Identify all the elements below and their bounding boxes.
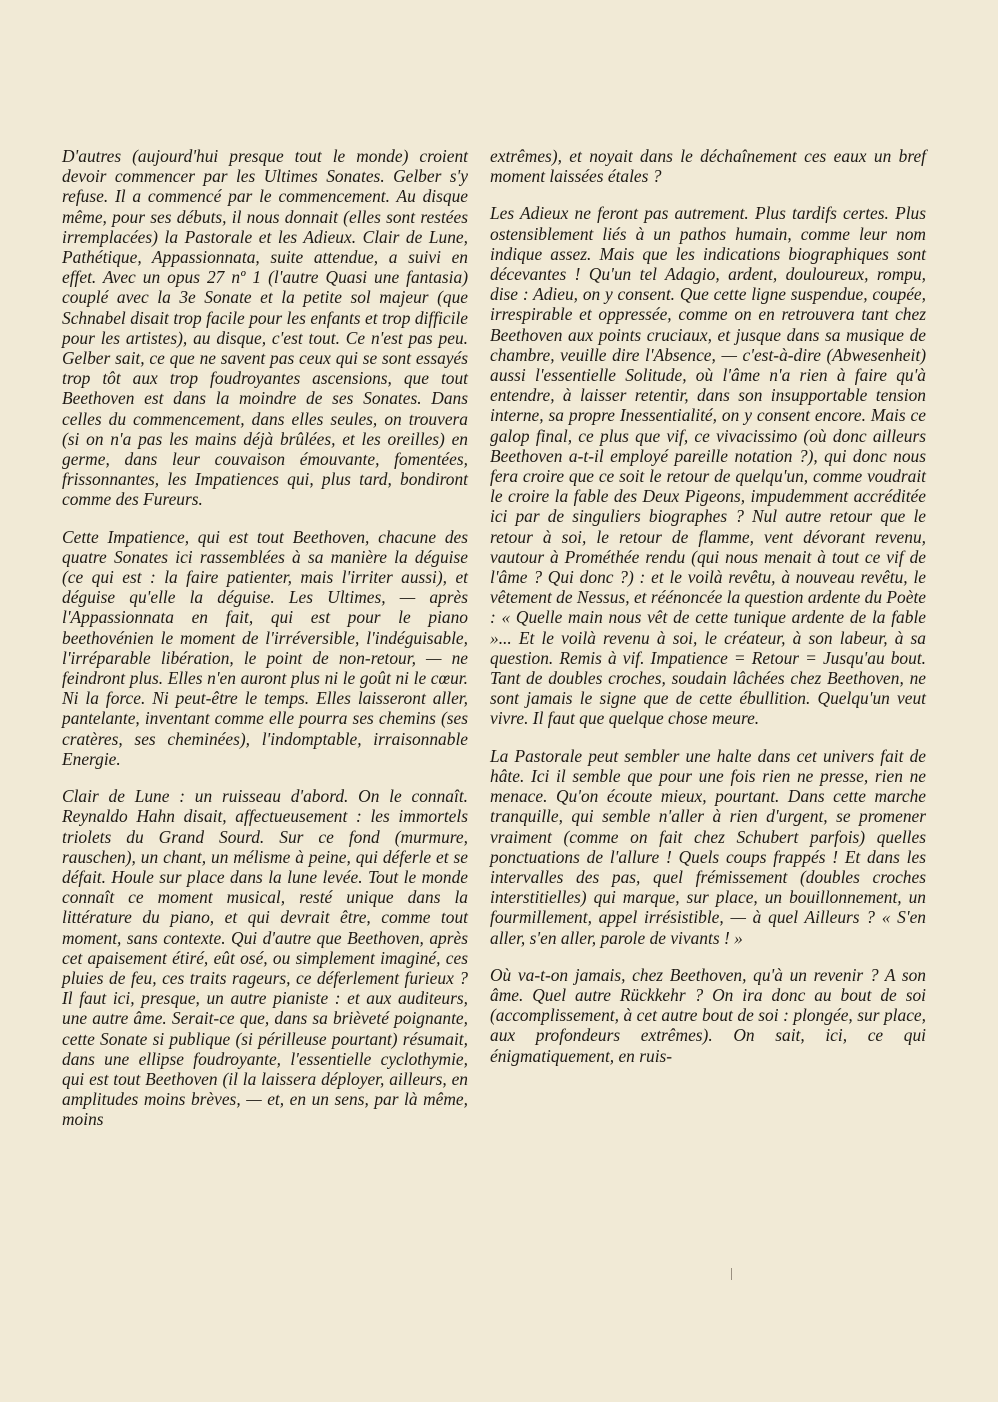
paragraph-gelber: D'autres (aujourd'hui presque tout le monde) croient devoir commencer par les Ultimes Sonates. Gelber s'y refuse. Il a commencé par le commencement. Au disque même, pour ses débuts, il nous donnait (elles sont restées irremplacées) la Pastorale et les Adieux. Clair de Lune, Pathétique, Appassionnata, suite attendue, a suivi en effet. Avec un opus 27 nº 1 (l'autre Quasi une fantasia) couplé avec la 3e Sonate et la petite sol majeur (que Schnabel disait trop facile pour les enfants et trop difficile pour les artistes), au disque, c'est tout. Ce n'est pas peu. Gelber sait, ce que ne savent pas ceux qui se sont essayés trop tôt aux trop foudroyantes ascensions, que tout Beethoven est dans la moindre de ses Sonates. Dans celles du commencement, dans elles seules, on trouvera (si on n'a pas les mains déjà brûlées, et les oreilles) en germe, dans leur couvaison émouvante, fomentées, frissonnantes, les Impatiences qui, plus tard, bondiront comme des Fureurs. xyxy=(62,146,468,510)
paragraph-continuation: extrêmes), et noyait dans le déchaînement ces eaux un bref moment laissées étales ? xyxy=(490,146,926,187)
watermark xyxy=(20,754,61,826)
left-column xyxy=(62,146,468,1147)
paragraph-adieux: Les Adieux ne feront pas autrement. Plus tardifs certes. Plus ostensiblement liés à un pathos humain, comme leur nom indique assez. Mais que les indications biographiques sont décevantes ! Qu'un tel Adagio, ardent, douloureux, rompu, dise : Adieu, on y consent. Que cette ligne suspendue, coupée, irrespirable et oppressée, comme on en retrouvera tant chez Beethoven aux points cruciaux, et jusque dans sa musique de chambre, veuille dire l'Absence, — c'est-à-dire (Abwesenheit) aussi l'essentielle Solitude, où l'âme n'a rien à faire qu'à entendre, à laisser retentir, dans son insupportable tension interne, sa propre Inessentialité, on y consent encore. Mais ce galop final, ce plus que vif, ce vivacissimo (où donc ailleurs Beethoven a-t-il employé pareille notation ?), qui donc nous fera croire que ce soit le retour de quelqu'un, comme voudrait le croire la fable des Deux Pigeons, impudemment accréditée ici par de singuliers biographes ? Nul autre retour que le retour à soi, le retour de flamme, vent dévorant revenu, vautour à Prométhée rendu (qui nous menait à tout ce vif de l'âme ? Qui donc ?) : et le voilà revêtu, à nouveau revêtu, le vêtement de Nessus, et réénoncée la question ardente du Poète : « Quelle main nous vêt de cette tunique ardente de la fable »... Et le voilà revenu à soi, le créateur, à son labeur, à sa question. Remis à vif. Impatience = Retour = Jusqu'au bout. Tant de doubles croches, soudain lâchées chez Beethoven, ne sont jamais le signe que de cette ébullition. Quelqu'un veut vivre. Il faut que quelque chose meure. xyxy=(490,203,926,729)
print-mark xyxy=(731,1268,732,1280)
paragraph-revenir: Où va-t-on jamais, chez Beethoven, qu'à un revenir ? A son âme. Quel autre Rückkehr ? On ira donc au bout de soi (accomplissement, à cet autre bout de soi : plongée, sur place, aux profondeurs extrêmes). On sait, ici, ce qui énigmatiquement, en ruis- xyxy=(490,964,926,1066)
right-column xyxy=(490,146,926,1083)
paragraph-impatience: Cette Impatience, qui est tout Beethoven, chacune des quatre Sonates ici rassemblées à sa manière la déguise (ce qui est : la faire patienter, mais l'irriter aussi), et déguise qu'elle la déguise. Les Ultimes, — après l'Appassionnata en fait, qui est pour le piano beethovénien le moment de l'irréversible, l'indéguisable, l'irréparable libération, le point de non-retour, — ne feindront plus. Elles n'en auront plus ni le goût ni le cœur. Ni la force. Ni peut-être le temps. Elles laisseront aller, pantelante, inventant comme elle pourra ses chemins (ses cratères, ses cheminées), l'indomptable, irraisonnable Energie. xyxy=(62,526,468,769)
paragraph-pastorale: La Pastorale peut sembler une halte dans cet univers fait de hâte. Ici il semble que pour une fois rien ne presse, rien ne menace. Qu'on écoute mieux, pourtant. Dans cette marche tranquille, qui semble n'aller à rien d'urgent, se promener vraiment (comme on fait chez Schubert parfois) quelles ponctuations de l'allure ! Quels coups frappés ! Et dans les intervalles des pas, quel frémissement (doubles croches interstitielles) qui marque, sur place, un bouillonnement, un fourmillement, appel irrésistible, — à quel Ailleurs ? « S'en aller, s'en aller, parole de vivants ! » xyxy=(490,745,926,948)
paragraph-clair-de-lune: Clair de Lune : un ruisseau d'abord. On le connaît. Reynaldo Hahn disait, affectueusement : les immortels triolets du Grand Sourd. Sur ce fond (murmure, rauschen), un chant, un mélisme à peine, qui déferle et se défait. Houle sur place dans la lune levée. Tout le monde connaît ce moment musical, resté unique dans la littérature du piano, et qui devrait être, comme tout moment, sans contexte. Qui d'autre que Beethoven, après cet apaisement étiré, eût osé, ou simplement imaginé, ces pluies de feu, ces traits rageurs, ce déferlement furieux ? Il faut ici, presque, un autre pianiste : et aux auditeurs, une autre âme. Serait-ce que, dans sa brièveté poignante, cette Sonate si publique (si périlleuse pourtant) résumait, dans une ellipse foudroyante, l'essentielle cyclothymie, qui est tout Beethoven (il la laissera déployer, ailleurs, en amplitudes moins brèves, — et, en un sens, par là même, moins xyxy=(62,786,468,1130)
